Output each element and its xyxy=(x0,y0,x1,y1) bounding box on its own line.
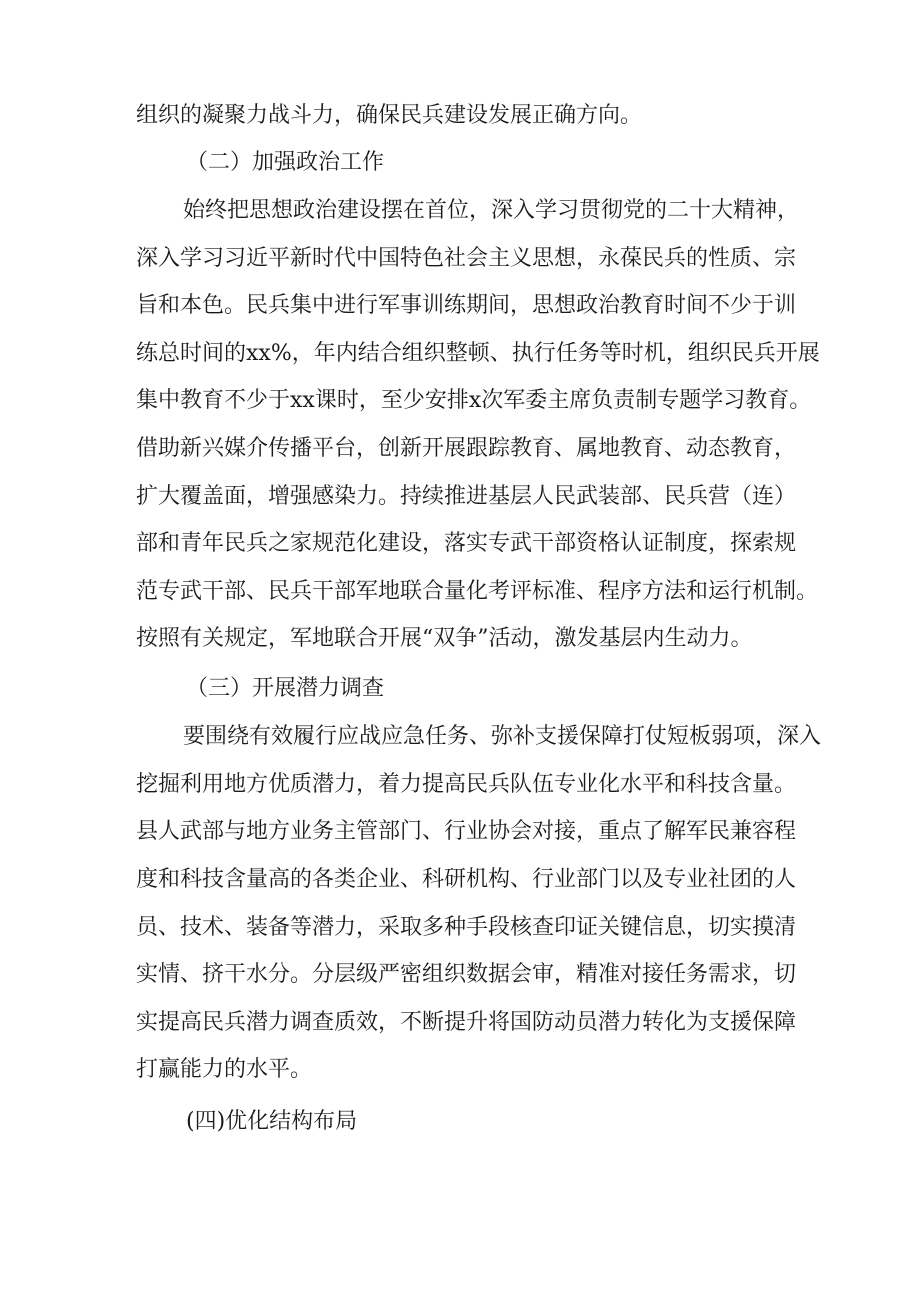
body-line: 组织的凝聚力战斗力，确保民兵建设发展正确方向。 xyxy=(136,103,643,128)
section-heading: （三）开展潜力调查 xyxy=(186,676,385,701)
body-line: 范专武干部、民兵干部军地联合量化考评标准、程序方法和运行机制。 xyxy=(136,579,819,604)
body-line: 实情、挤干水分。分层级严密组织数据会审，精准对接任务需求，切 xyxy=(136,962,797,987)
body-line: 按照有关规定，军地联合开展“双争”活动，激发基层内生动力。 xyxy=(136,626,753,651)
body-line: 部和青年民兵之家规范化建设，落实专武干部资格认证制度，探索规 xyxy=(136,531,797,556)
section-heading: （二）加强政治工作 xyxy=(186,150,385,175)
body-line: 集中教育不少于xx课时，至少安排x次军委主席负责制专题学习教育。 xyxy=(136,388,812,413)
section-heading: (四)优化结构布局 xyxy=(186,1109,358,1134)
body-line: 练总时间的xx%，年内结合组织整顿、执行任务等时机，组织民兵开展 xyxy=(136,341,820,366)
body-line: 度和科技含量高的各类企业、科研机构、行业部门以及专业社团的人 xyxy=(136,867,797,892)
body-line: 要围绕有效履行应战应急任务、弥补支援保障打仗短板弱项，深入 xyxy=(183,724,822,749)
body-line: 旨和本色。民兵集中进行军事训练期间，思想政治教育时间不少于训 xyxy=(136,293,797,318)
body-line: 始终把思想政治建设摆在首位，深入学习贯彻党的二十大精神， xyxy=(183,198,800,223)
body-line: 县人武部与地方业务主管部门、行业协会对接，重点了解军民兼容程 xyxy=(136,819,797,844)
body-line: 实提高民兵潜力调查质效，不断提升将国防动员潜力转化为支援保障 xyxy=(136,1010,797,1035)
body-line: 扩大覆盖面，增强感染力。持续推进基层人民武装部、民兵营（连） xyxy=(136,484,797,509)
body-line: 挖掘利用地方优质潜力，着力提高民兵队伍专业化水平和科技含量。 xyxy=(136,772,797,797)
body-line: 借助新兴媒介传播平台，创新开展跟踪教育、属地教育、动态教育， xyxy=(136,436,797,461)
body-line: 深入学习习近平新时代中国特色社会主义思想，永葆民兵的性质、宗 xyxy=(136,246,797,271)
body-line: 员、技术、装备等潜力，采取多种手段核查印证关键信息，切实摸清 xyxy=(136,915,797,940)
body-line: 打赢能力的水平。 xyxy=(136,1057,313,1082)
